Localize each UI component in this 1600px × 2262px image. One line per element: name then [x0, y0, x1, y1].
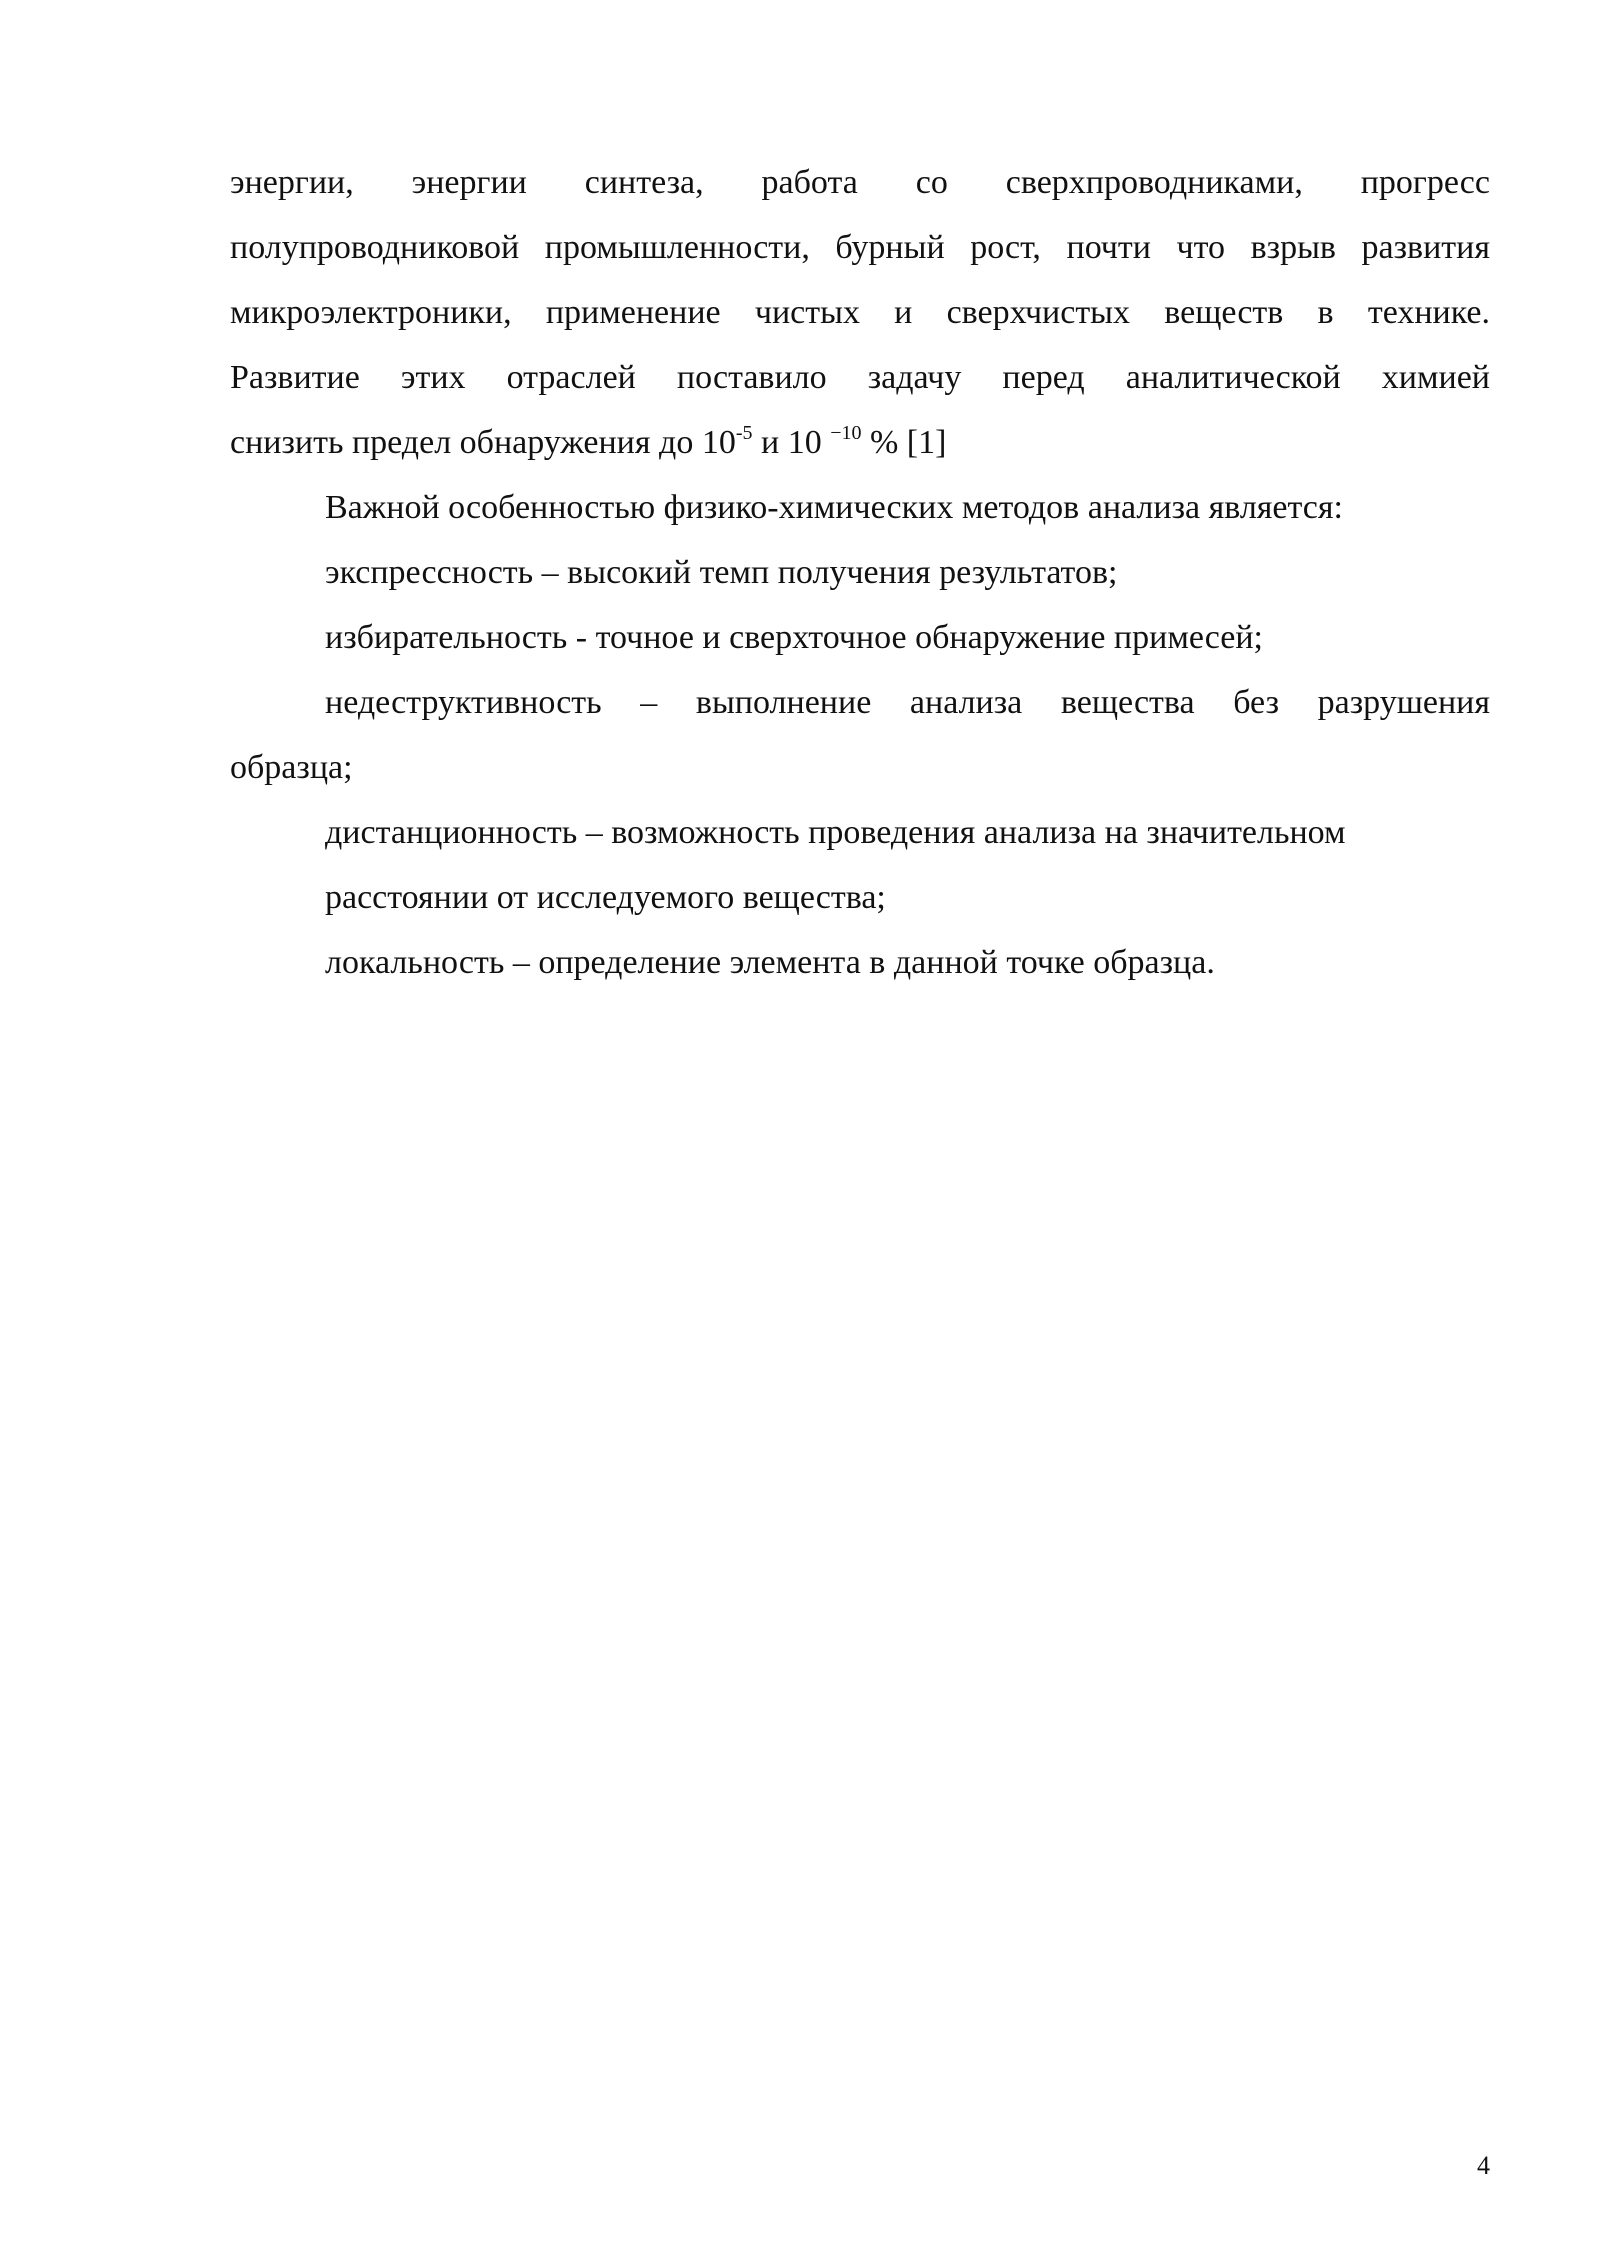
text-line: энергии, энергии синтеза, работа со сверхпроводниками, прогресс — [230, 164, 1490, 201]
features-intro-text: Важной особенностью физико-химических методов анализа является: — [325, 489, 1343, 526]
feature-distance — [230, 800, 1490, 930]
text-line: полупроводниковой промышленности, бурный рост, почти что взрыв развития — [230, 229, 1490, 266]
paragraph-features-intro — [230, 475, 1490, 540]
page-number: 4 — [1477, 2151, 1490, 2180]
page-content — [230, 150, 1490, 995]
feature-text: избирательность - точное и сверхточное обнаружение примесей; — [325, 619, 1264, 656]
text-line: микроэлектроники, применение чистых и сверхчистых веществ в технике. — [230, 294, 1490, 331]
feature-selectivity — [230, 605, 1490, 670]
detection-limit-text: снизить предел обнаружения до 10 — [230, 424, 736, 461]
exponent-minus-5: -5 — [735, 422, 753, 444]
feature-expressness — [230, 540, 1490, 605]
detection-limit-text-and: и 10 — [752, 424, 831, 461]
feature-text-line: недеструктивность – выполнение анализа вещества без разрушения — [325, 684, 1490, 721]
feature-text: экспрессность – высокий темп получения результатов; — [325, 554, 1118, 591]
feature-text: локальность – определение элемента в данной точке образца. — [325, 944, 1215, 981]
feature-text-line: образца; — [230, 749, 353, 786]
feature-text-line: расстоянии от исследуемого вещества; — [325, 879, 886, 916]
feature-text-line: дистанционность – возможность проведения анализа на значительном — [325, 814, 1346, 851]
text-line-detection-limit — [230, 410, 1490, 475]
text-line: Развитие этих отраслей поставило задачу перед аналитической химией — [230, 359, 1490, 396]
feature-nondestructiveness — [230, 670, 1490, 800]
feature-locality — [230, 930, 1490, 995]
exponent-minus-10: −10 — [830, 422, 862, 444]
detection-limit-reference: % [1] — [861, 424, 947, 461]
paragraph-intro — [230, 150, 1490, 475]
